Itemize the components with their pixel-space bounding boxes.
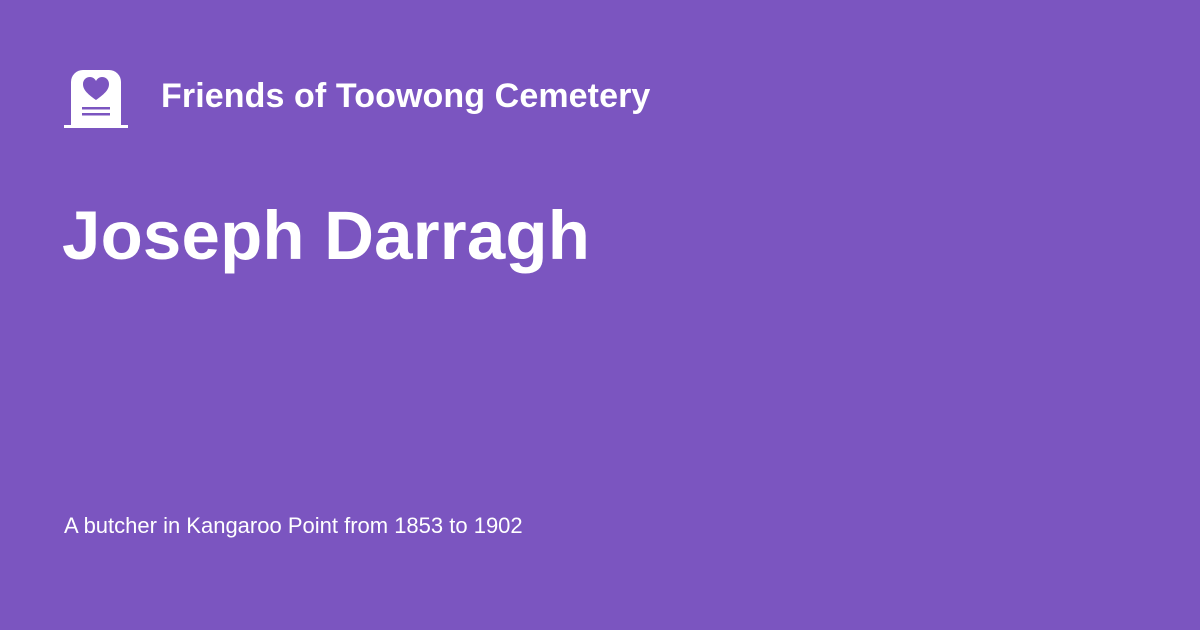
site-brand[interactable] [64,62,650,130]
page-title: Joseph Darragh [62,197,591,274]
page-description: A butcher in Kangaroo Point from 1853 to 1902 [64,513,523,538]
headstone-heart-icon [64,62,128,130]
site-name[interactable]: Friends of Toowong Cemetery [161,77,651,115]
